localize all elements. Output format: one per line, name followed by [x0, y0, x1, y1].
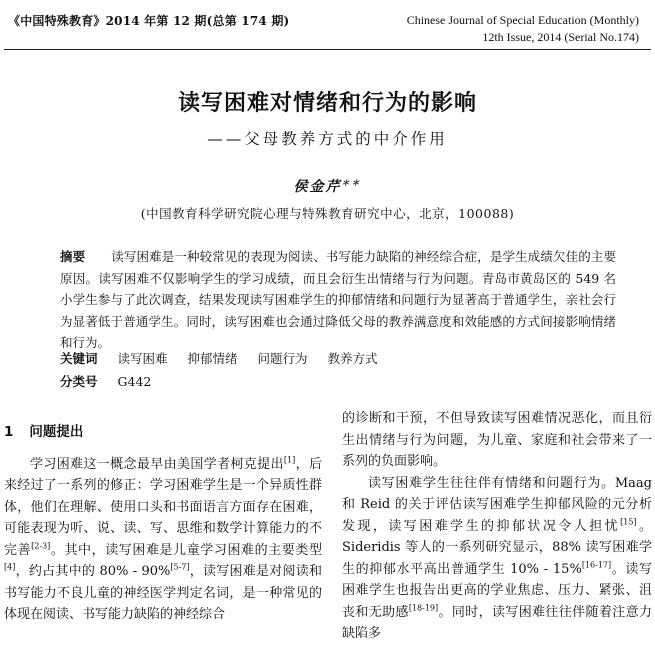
abstract: [60, 246, 616, 354]
author-line: [0, 176, 655, 196]
journal-header-right: [407, 12, 639, 46]
citation: [2-3]: [31, 541, 51, 551]
citation: [15]: [620, 517, 637, 527]
author-footnote-mark: ＊＊: [341, 177, 362, 188]
classification-label: 分类号: [60, 374, 98, 389]
section-heading: [4, 422, 322, 444]
left-column: [4, 422, 322, 626]
keywords: [60, 349, 394, 367]
keyword: 读写困难: [117, 351, 168, 366]
body-paragraph: 学习困难这一概念最早由美国学者柯克提出[1]，后来经过了一系列的修正：学习困难学生是一个异质性群体，他们在理解、使用口头和书面语言方面存在困难，可能表现为听、说、读、写、思维和数学计算能力的不完善[2-3]。其中，读写困难是儿童学习困难的主要类型[4]，约占其中的 80% - 90%[5-7]，读写困难是对阅读和书写能力不良儿童的神经医学判定名词，是一种常见的体现在阅读、书写能力缺陷的神经综合: [4, 455, 322, 622]
author-name: 侯金芹: [293, 179, 342, 195]
right-column: [342, 408, 652, 645]
citation: [4]: [4, 562, 16, 572]
section-title: 问题提出: [29, 424, 84, 440]
section-number: 1: [4, 424, 14, 440]
journal-name-en: Chinese Journal of Special Education (Monthly): [406, 13, 639, 27]
citation: [18-19]: [408, 603, 439, 613]
affiliation: (中国教育科学研究院心理与特殊教育研究中心，北京，100088): [140, 206, 515, 221]
keyword: 教养方式: [327, 351, 378, 366]
citation: [16-17]: [581, 560, 612, 570]
journal-issue-en: 12th Issue, 2014 (Serial No.174): [482, 30, 639, 44]
keywords-label: 关键词: [60, 351, 98, 366]
classification: [60, 372, 151, 390]
article-title: 读写困难对情绪和行为的影响: [177, 90, 477, 116]
journal-header-left: 《中国特殊教育》2014 年第 12 期(总第 174 期): [8, 14, 290, 28]
keyword: 问题行为: [257, 351, 308, 366]
header-divider: [4, 49, 651, 50]
body-paragraph: 的诊断和干预，不但导致读写困难情况恶化，而且衍生出情绪与行为问题，为儿童、家庭和社会带来了一系列的负面影响。: [342, 411, 652, 469]
classification-code: G442: [117, 374, 152, 389]
citation: [1]: [283, 455, 296, 465]
body-paragraph: 读写困难学生往往伴有情绪和问题行为。Maag 和 Reid 的关于评估读写困难学生抑郁风险的元分析发现，读写困难学生的抑郁状况令人担忧[15]。Sideridis 等人的一系列研究显示，88% 读写困难学生的抑郁水平高出普通学生 10% - 15%[16-17]。读写困难学生也报告出更高的学业焦虑、压力、紧张、沮丧和无助感[18-19]。同时，读写困难往往伴随着注意力缺陷多: [342, 475, 652, 641]
keyword: 抑郁情绪: [187, 351, 238, 366]
citation: [5-7]: [170, 562, 190, 572]
article-subtitle: ——父母教养方式的中介作用: [207, 130, 448, 148]
abstract-text: 读写困难是一种较常见的表现为阅读、书写能力缺陷的神经综合症，是学生成绩欠佳的主要原因。读写困难不仅影响学生的学习成绩，而且会衍生出情绪与行为问题。青岛市黄岛区的 549 名小学生参与了此次调查，结果发现读写困难学生的抑郁情绪和问题行为显著高于普通学生，亲社会行为显著低于普通学生。同时，读写困难也会通过降低父母的教养满意度和效能感的方式间接影响情绪和行为。: [60, 249, 616, 350]
abstract-label: 摘要: [60, 249, 86, 264]
